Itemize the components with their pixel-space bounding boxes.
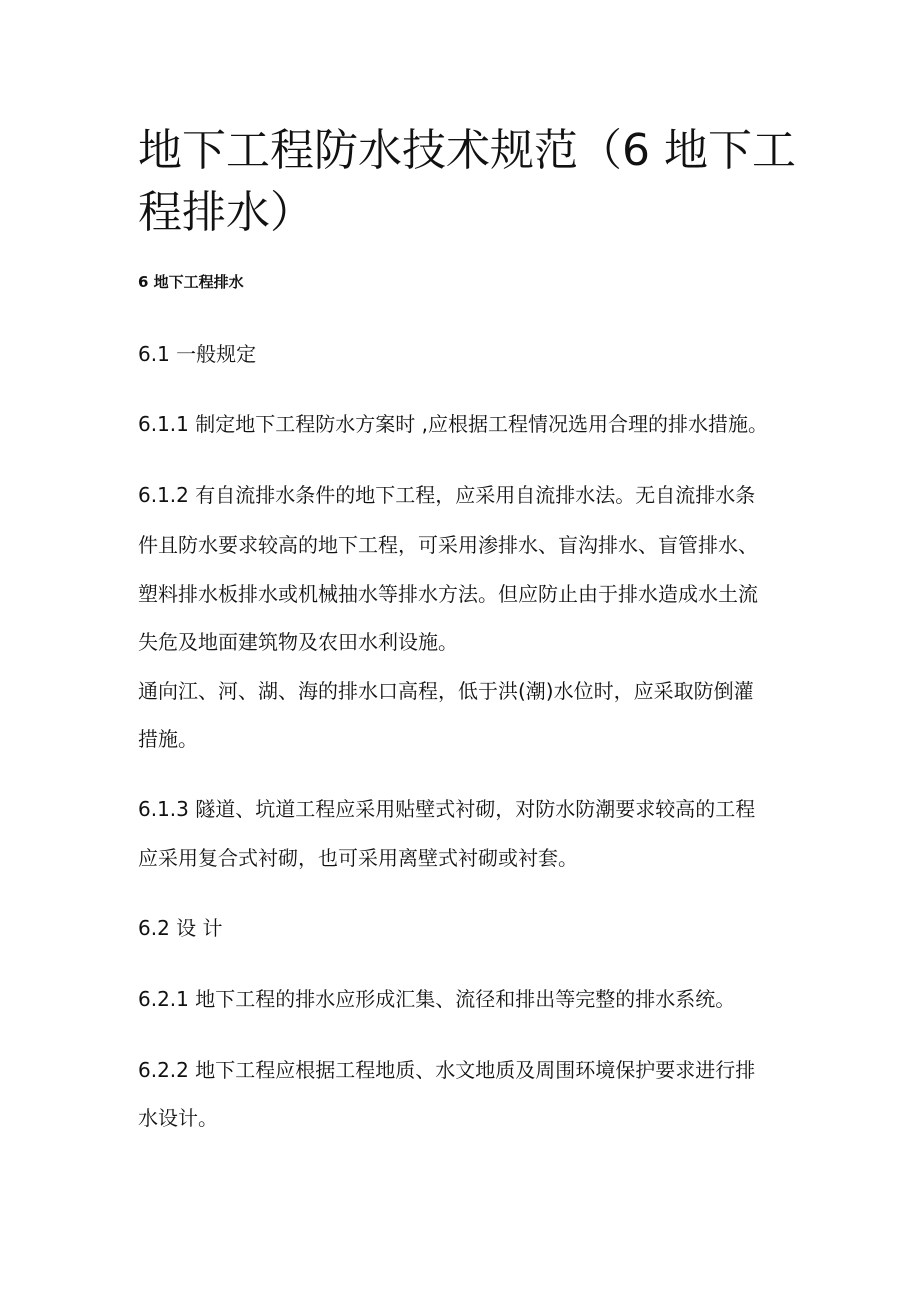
clause-6-2-2-line2: 水设计。 <box>138 1106 218 1130</box>
document-title: 地下工程防水技术规范（6 地下工程排水） <box>138 125 796 238</box>
clause-6-1-2-line3: 塑料排水板排水或机械抽水等排水方法。但应防止由于排水造成水土流 <box>138 582 758 606</box>
section-6-1-heading: 6.1 一般规定 <box>138 342 257 366</box>
clause-6-1-3-line1: 6.1.3 隧道、坑道工程应采用贴壁式衬砌，对防水防潮要求较高的工程 <box>138 797 756 821</box>
clause-6-1-2-line2: 件且防水要求较高的地下工程，可采用渗排水、盲沟排水、盲管排水、 <box>138 533 758 557</box>
clause-6-2-1: 6.2.1 地下工程的排水应形成汇集、流径和排出等完整的排水系统。 <box>138 987 736 1011</box>
clause-6-2-2-line1: 6.2.2 地下工程应根据工程地质、水文地质及周围环境保护要求进行排 <box>138 1058 756 1082</box>
clause-6-1-2-line1: 6.1.2 有自流排水条件的地下工程，应采用自流排水法。无自流排水条 <box>138 483 756 507</box>
clause-6-1-2-line4: 失危及地面建筑物及农田水利设施。 <box>138 630 458 654</box>
clause-6-1-3-line2: 应采用复合式衬砌，也可采用离壁式衬砌或衬套。 <box>138 846 578 870</box>
clause-6-1-1: 6.1.1 制定地下工程防水方案时 ,应根据工程情况选用合理的排水措施。 <box>138 412 768 436</box>
clause-6-1-2-line6: 措施。 <box>138 727 198 751</box>
chapter-heading: 6 地下工程排水 <box>138 273 244 291</box>
section-6-2-heading: 6.2 设 计 <box>138 916 223 940</box>
clause-6-1-2-line5: 通向江、河、湖、海的排水口高程，低于洪(潮)水位时，应采取防倒灌 <box>138 679 754 703</box>
